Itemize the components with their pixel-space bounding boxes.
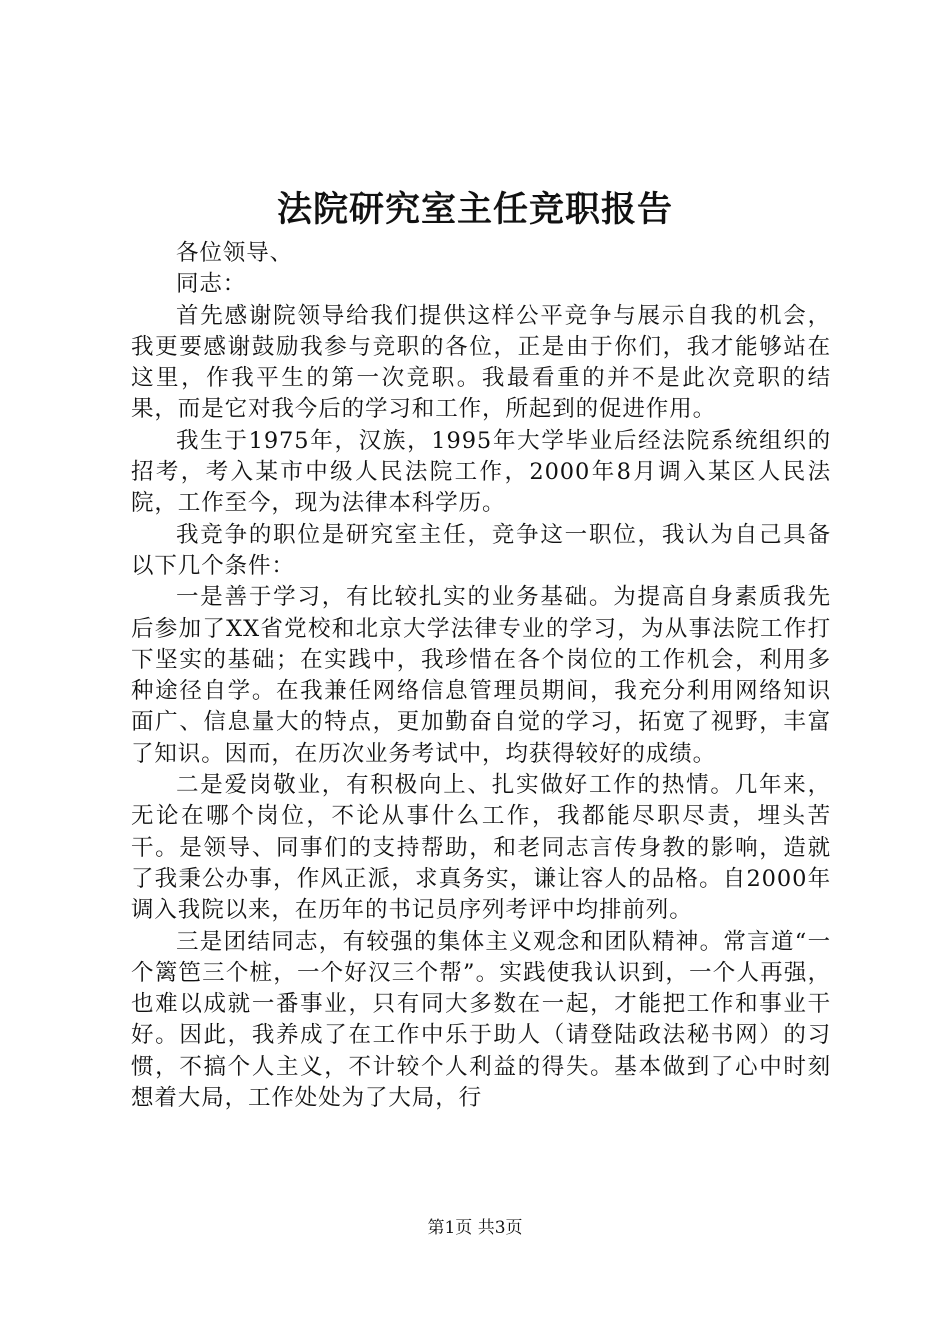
page-number-footer: 第1页 共3页	[427, 1218, 523, 1238]
paragraph-salutation-2: 同志：	[176, 271, 247, 298]
paragraph-background: 我生于1975年，汉族，1995年大学毕业后经法院系统组织的招考，考入某市中级人民法院工作，2000年8月调入某区人民法院，工作至今，现为法律本科学历。	[131, 427, 831, 517]
paragraph-condition-1: 一是善于学习，有比较扎实的业务基础。为提高自身素质我先后参加了XX省党校和北京大学法律专业的学习，为从事法院工作打下坚实的基础；在实践中，我珍惜在各个岗位的工作机会，利用多种途径自学。在我兼任网络信息管理员期间，我充分利用网络知识面广、信息量大的特点，更加勤奋自觉的学习，拓宽了视野，丰富了知识。因而，在历次业务考试中，均获得较好的成绩。	[131, 584, 831, 767]
paragraph-salutation-1: 各位领导、	[176, 240, 294, 266]
paragraph-position: 我竞争的职位是研究室主任，竞争这一职位，我认为自己具备以下几个条件：	[131, 521, 831, 579]
document-body	[131, 238, 831, 1114]
paragraph-condition-3: 三是团结同志，有较强的集体主义观念和团队精神。常言道“一个篱笆三个桩，一个好汉三个帮”。实践使我认识到，一个人再强，也难以成就一番事业，只有同大多数在一起，才能把工作和事业干好。因此，我养成了在工作中乐于助人（请登陆政法秘书网）的习惯，不搞个人主义，不计较个人利益的得失。基本做到了心中时刻想着大局，工作处处为了大局，行	[131, 928, 831, 1112]
document-title: 法院研究室主任竞职报告	[276, 189, 673, 230]
paragraph-condition-2: 二是爱岗敬业，有积极向上、扎实做好工作的热情。几年来，无论在哪个岗位，不论从事什么工作，我都能尽职尽责，埋头苦干。是领导、同事们的支持帮助，和老同志言传身教的影响，造就了我秉公办事，作风正派，求真务实，谦让容人的品格。自2000年调入我院以来，在历年的书记员序列考评中均排前列。	[131, 772, 831, 924]
paragraph-opening: 首先感谢院领导给我们提供这样公平竞争与展示自我的机会，我更要感谢鼓励我参与竞职的各位，正是由于你们，我才能够站在这里，作我平生的第一次竞职。我最看重的并不是此次竞职的结果，而是它对我今后的学习和工作，所起到的促进作用。	[131, 302, 831, 423]
